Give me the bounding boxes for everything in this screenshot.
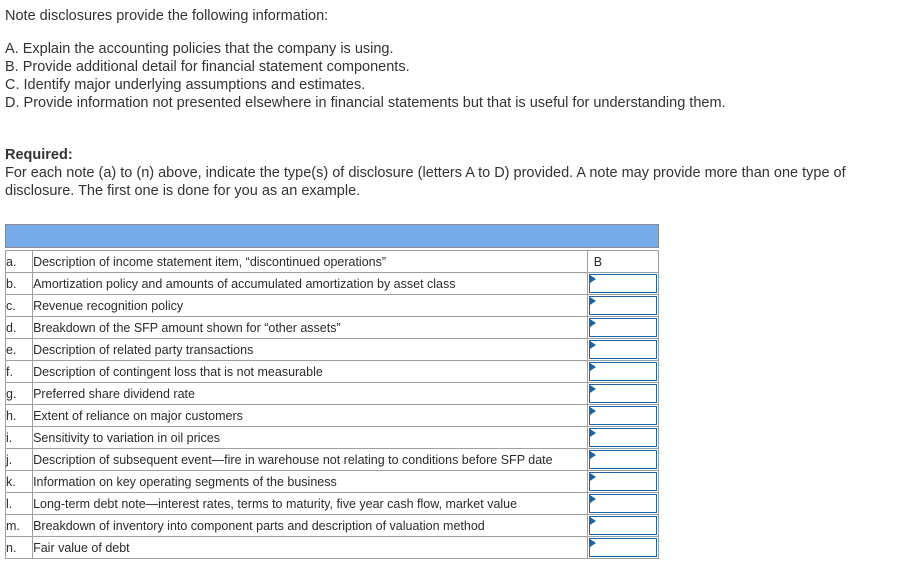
row-letter: b.	[6, 273, 33, 295]
answer-cell	[587, 361, 658, 383]
row-letter: i.	[6, 427, 33, 449]
option-d: D. Provide information not presented elsewhere in financial statements but that is useful for understanding them.	[5, 95, 726, 111]
row-description: Fair value of debt	[33, 537, 588, 559]
row-description: Information on key operating segments of the business	[33, 471, 588, 493]
row-letter: e.	[6, 339, 33, 361]
row-letter: l.	[6, 493, 33, 515]
answer-dropdown[interactable]	[589, 406, 657, 425]
required-section	[5, 146, 917, 200]
answer-cell	[587, 317, 658, 339]
table-row	[6, 295, 659, 317]
dropdown-marker-icon	[590, 539, 596, 547]
row-letter: n.	[6, 537, 33, 559]
answer-cell	[587, 251, 658, 273]
table-row	[6, 339, 659, 361]
row-description: Preferred share dividend rate	[33, 383, 588, 405]
answer-cell	[587, 471, 658, 493]
row-description: Extent of reliance on major customers	[33, 405, 588, 427]
required-title: Required:	[5, 147, 73, 163]
row-description: Sensitivity to variation in oil prices	[33, 427, 588, 449]
row-letter: j.	[6, 449, 33, 471]
table-row	[6, 471, 659, 493]
table-row	[6, 537, 659, 559]
row-letter: c.	[6, 295, 33, 317]
dropdown-marker-icon	[590, 297, 596, 305]
table-row	[6, 273, 659, 295]
row-letter: f.	[6, 361, 33, 383]
disclosure-answer-table	[5, 224, 659, 559]
answer-dropdown[interactable]	[589, 428, 657, 447]
answer-cell	[587, 449, 658, 471]
dropdown-marker-icon	[590, 407, 596, 415]
table-row	[6, 493, 659, 515]
row-description: Breakdown of inventory into component parts and description of valuation method	[33, 515, 588, 537]
answer-cell	[587, 493, 658, 515]
option-a: A. Explain the accounting policies that the company is using.	[5, 41, 394, 57]
table-row	[6, 427, 659, 449]
answer-dropdown[interactable]	[589, 362, 657, 381]
answer-cell	[587, 383, 658, 405]
table-row	[6, 317, 659, 339]
dropdown-marker-icon	[590, 429, 596, 437]
row-letter: k.	[6, 471, 33, 493]
row-letter: g.	[6, 383, 33, 405]
answer-dropdown[interactable]	[589, 318, 657, 337]
row-description: Breakdown of the SFP amount shown for “other assets”	[33, 317, 588, 339]
answer-cell	[587, 273, 658, 295]
dropdown-marker-icon	[590, 385, 596, 393]
dropdown-marker-icon	[590, 319, 596, 327]
table-row	[6, 449, 659, 471]
table-row	[6, 361, 659, 383]
answer-dropdown[interactable]	[589, 494, 657, 513]
row-description: Revenue recognition policy	[33, 295, 588, 317]
row-description: Long-term debt note—interest rates, terms to maturity, five year cash flow, market value	[33, 493, 588, 515]
row-letter: m.	[6, 515, 33, 537]
row-description: Description of related party transactions	[33, 339, 588, 361]
dropdown-marker-icon	[590, 341, 596, 349]
answer-dropdown[interactable]	[589, 450, 657, 469]
answer-cell	[587, 339, 658, 361]
table-row	[6, 405, 659, 427]
dropdown-marker-icon	[590, 473, 596, 481]
table-row	[6, 383, 659, 405]
answer-value: B	[593, 255, 603, 269]
row-description: Description of income statement item, “discontinued operations”	[33, 251, 588, 273]
answer-dropdown[interactable]	[589, 472, 657, 491]
dropdown-marker-icon	[590, 275, 596, 283]
dropdown-marker-icon	[590, 451, 596, 459]
answer-cell	[587, 537, 658, 559]
answer-dropdown[interactable]	[589, 516, 657, 535]
table-header-row	[6, 225, 659, 248]
answer-dropdown[interactable]	[589, 384, 657, 403]
table-header-bar	[6, 225, 659, 248]
dropdown-marker-icon	[590, 363, 596, 371]
answer-cell	[587, 427, 658, 449]
option-c: C. Identify major underlying assumptions and estimates.	[5, 77, 366, 93]
answer-dropdown[interactable]	[589, 296, 657, 315]
answer-dropdown[interactable]	[589, 274, 657, 293]
row-description: Description of contingent loss that is not measurable	[33, 361, 588, 383]
row-letter: h.	[6, 405, 33, 427]
table-row	[6, 251, 659, 273]
answer-cell	[587, 295, 658, 317]
option-b: B. Provide additional detail for financial statement components.	[5, 59, 410, 75]
required-instructions: For each note (a) to (n) above, indicate the type(s) of disclosure (letters A to D) provided. A note may provide more than one type of disclosure. The first one is done for you as an example.	[5, 165, 846, 199]
row-letter: d.	[6, 317, 33, 339]
answer-cell	[587, 515, 658, 537]
intro-text: Note disclosures provide the following information:	[5, 8, 329, 24]
row-description: Amortization policy and amounts of accumulated amortization by asset class	[33, 273, 588, 295]
row-letter: a.	[6, 251, 33, 273]
dropdown-marker-icon	[590, 495, 596, 503]
answer-dropdown[interactable]	[589, 538, 657, 557]
answer-cell	[587, 405, 658, 427]
dropdown-marker-icon	[590, 517, 596, 525]
disclosure-options-list	[5, 40, 726, 112]
answer-dropdown[interactable]	[589, 340, 657, 359]
row-description: Description of subsequent event—fire in warehouse not relating to conditions before SFP date	[33, 449, 588, 471]
example-answer	[589, 252, 657, 271]
table-row	[6, 515, 659, 537]
